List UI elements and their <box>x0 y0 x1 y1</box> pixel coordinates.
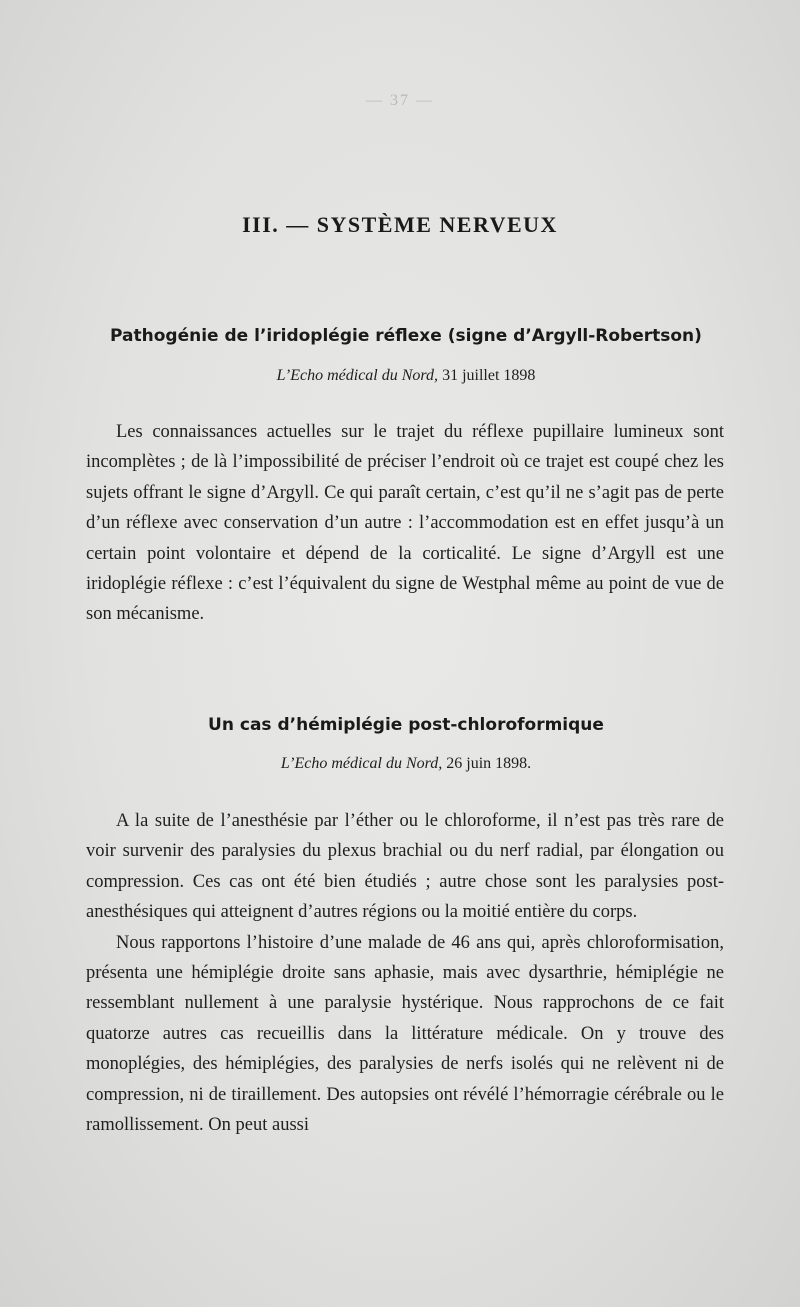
article-source-journal-2: L’Echo médical du Nord, <box>280 755 443 772</box>
paragraph: Nous rapportons l’histoire d’une malade de 46 ans qui, après chloroformisation, présenta une hémiplégie droite sans aphasie, mais avec dysarthrie, hémiplégie ne ressemblant nullement à une paralysie hystérique. Nous rapprochons de ce fait quatorze autres cas recueillis dans la littérature médicale. On y trouve des monoplégies, des hémiplégies, des paralysies de nerfs isolés qui ne relèvent ni de compression, ni de tiraillement. Des autopsies ont révélé l’hémorragie cérébrale ou le ramollissement. On peut aussi <box>86 932 724 1136</box>
article-source-date-2: 26 juin 1898. <box>442 755 532 772</box>
article-body-1 <box>86 417 724 630</box>
article-title-2: Un cas d’hémiplégie post-chloroformique <box>208 715 604 735</box>
article-source-2 <box>88 755 724 773</box>
paragraph: A la suite de l’anesthésie par l’éther ou le chloroforme, il n’est pas très rare de voir survenir des paralysies du plexus brachial ou du nerf radial, par élongation ou compression. Ces cas ont été bien étudiés ; autre chose sont les paralysies post-anesthésiques qui atteignent d’autres régions ou la moitié entière du corps. <box>86 811 724 923</box>
article-source-1 <box>88 367 724 385</box>
article-source-journal-1: L’Echo médical du Nord, <box>276 367 439 384</box>
page-number: — 37 — <box>366 92 434 109</box>
article-title-1: Pathogénie de l’iridoplégie réflexe (signe d’Argyll-Robertson) <box>110 326 702 346</box>
article-body-2 <box>86 806 724 1140</box>
article-source-date-1: 31 juillet 1898 <box>438 367 536 384</box>
section-heading: III. — SYSTÈME NERVEUX <box>242 212 558 237</box>
paragraph: Les connaissances actuelles sur le trajet du réflexe pupillaire lumineux sont incomplètes ; de là l’impossibilité de préciser l’endroit où ce trajet est coupé chez les sujets offrant le signe d’Argyll. Ce qui paraît certain, c’est qu’il ne s’agit pas de perte d’un réflexe avec conservation d’un autre : l’accommodation est en effet jusqu’à un certain point volontaire et dépend de la corticalité. Le signe d’Argyll est une iridoplégie réflexe : c’est l’équivalent du signe de Westphal même au point de vue de son mécanisme. <box>86 422 724 625</box>
